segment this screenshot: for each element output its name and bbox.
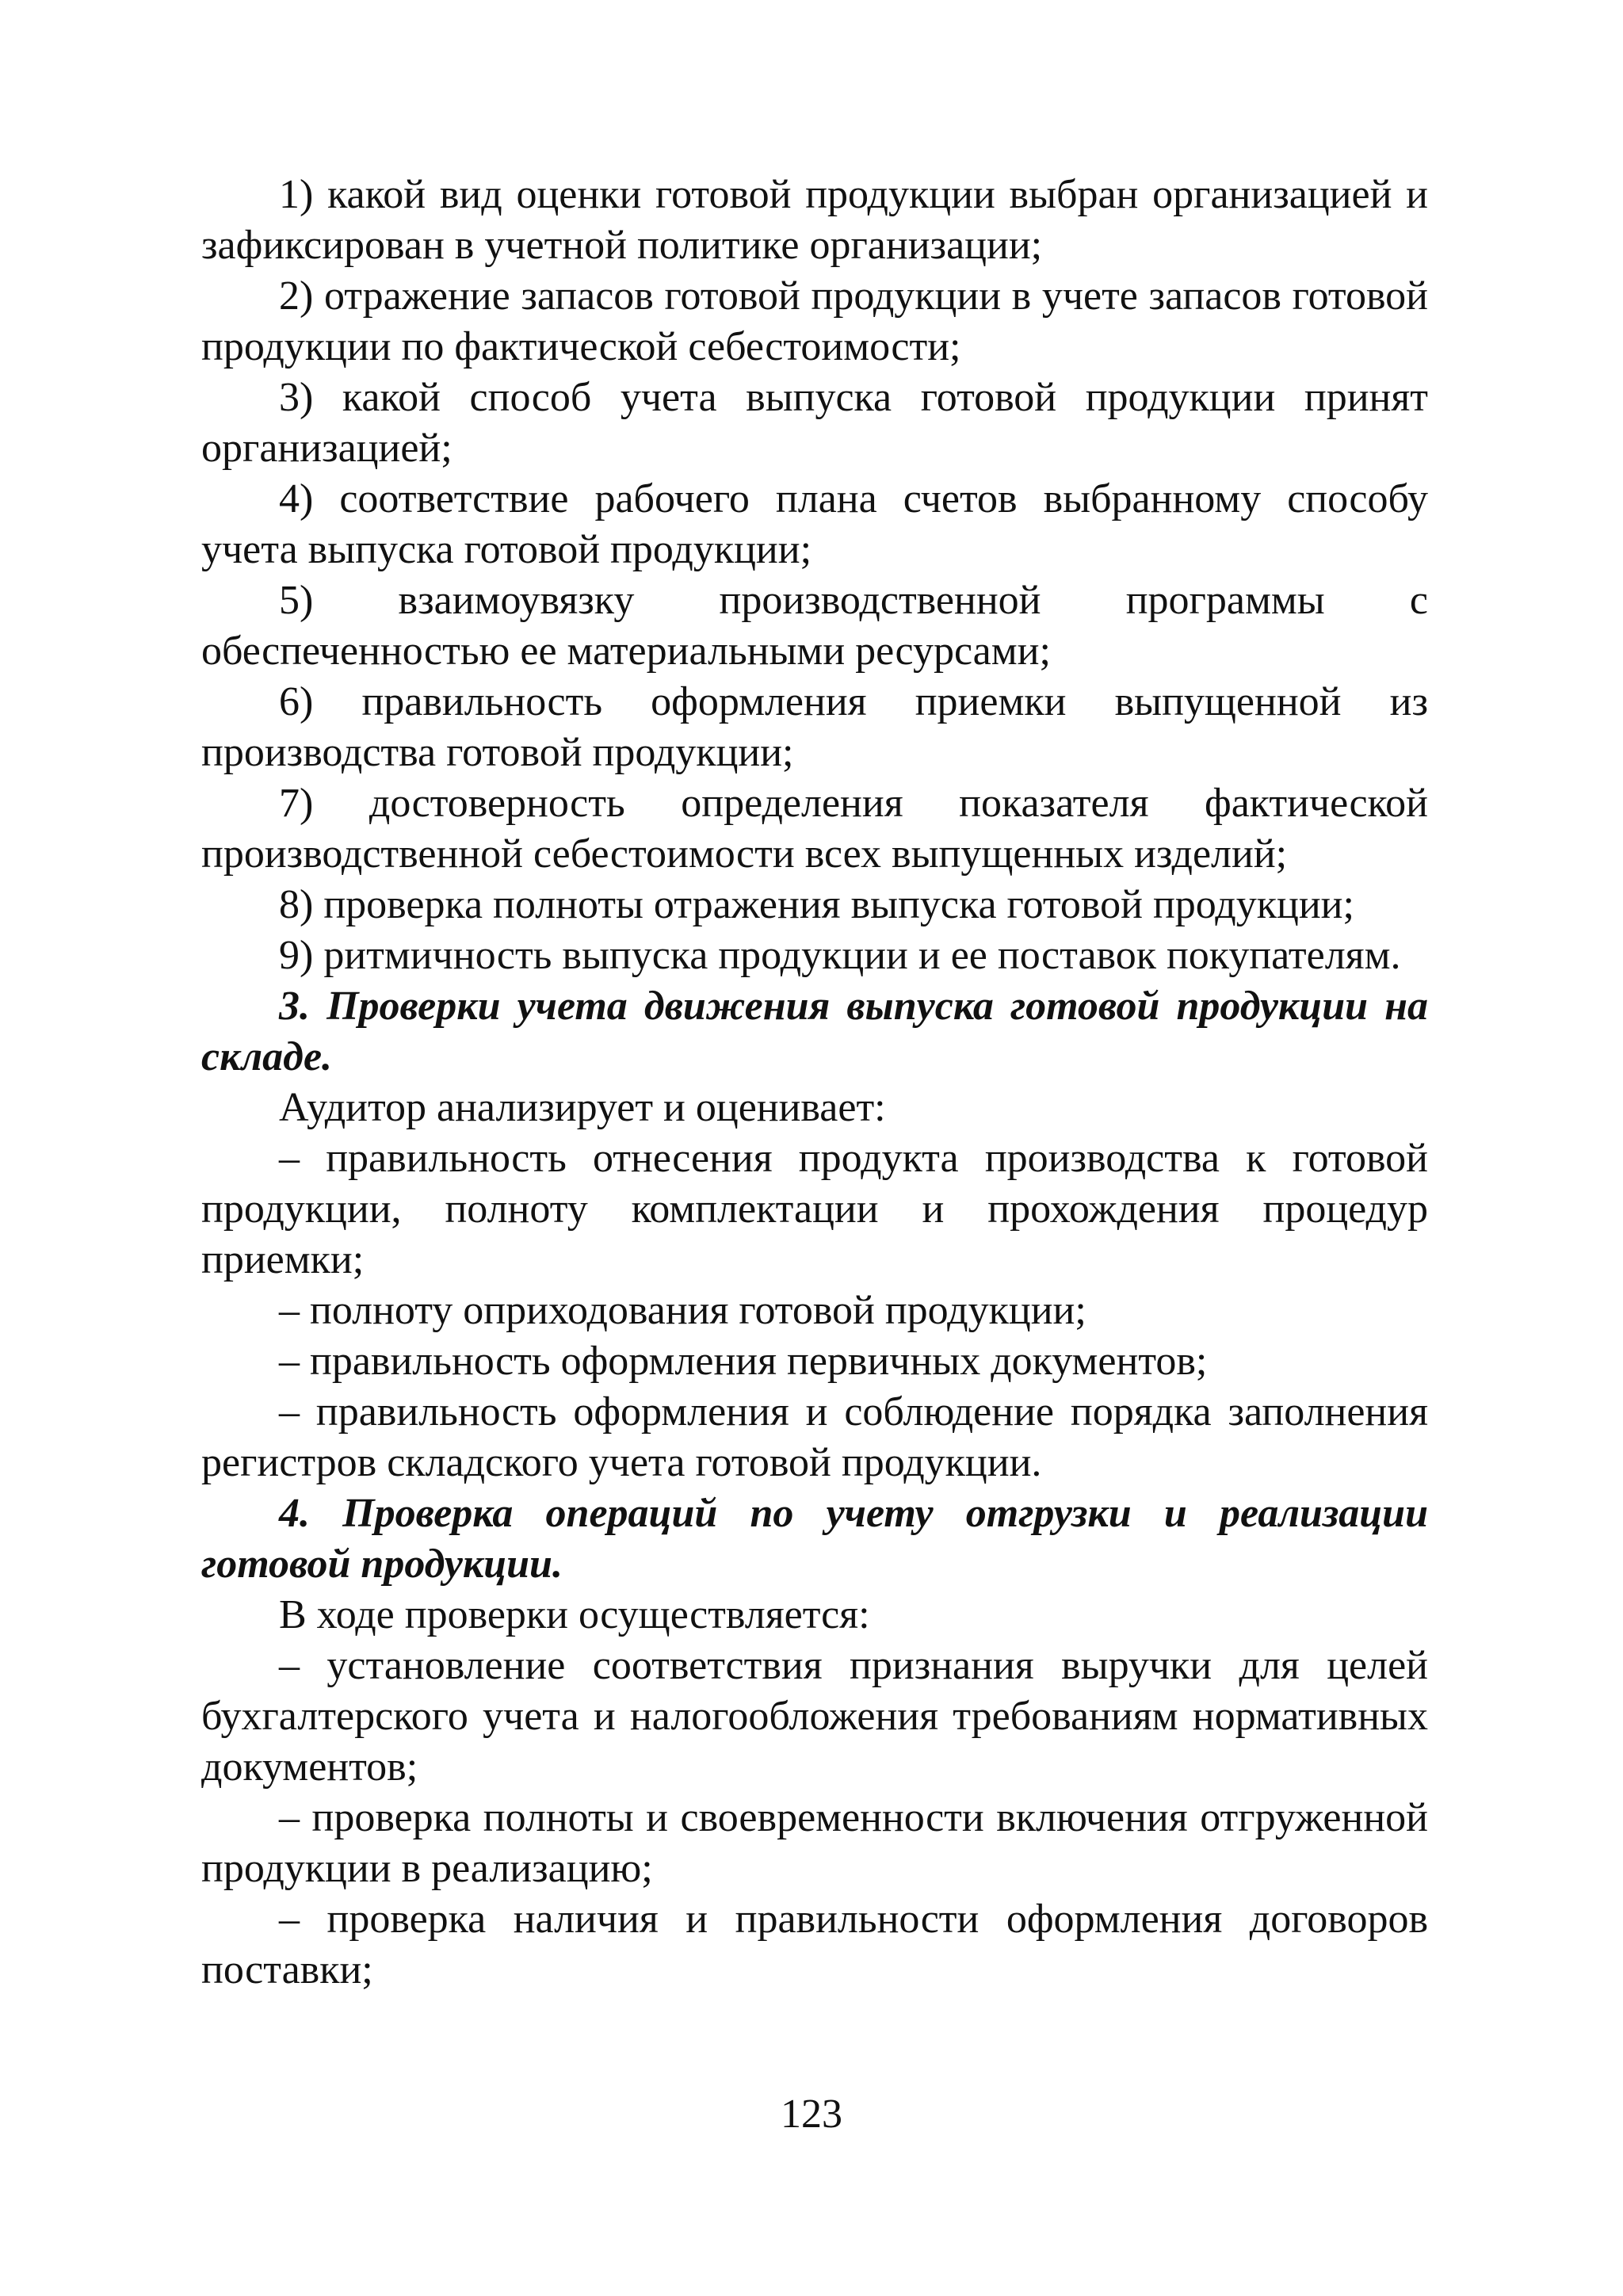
list-item-8: 8) проверка полноты отражения выпуска готовой продукции; xyxy=(279,882,1354,927)
page-body xyxy=(201,170,1428,1996)
dash-item: – проверка полноты и своевременности включения отгруженной продукции в реализацию; xyxy=(201,1795,1428,1891)
section-heading-3: 3. Проверки учета движения выпуска готовой продукции на складе. xyxy=(201,984,1428,1079)
list-item-4: 4) соответствие рабочего плана счетов выбранному способу учета выпуска готовой продукции; xyxy=(201,476,1428,572)
list-item-9: 9) ритмичность выпуска продукции и ее поставок покупателям. xyxy=(279,933,1401,978)
dash-item: – правильность оформления первичных документов; xyxy=(279,1339,1208,1384)
dash-item: – проверка наличия и правильности оформления договоров поставки; xyxy=(201,1897,1428,1992)
list-item-3: 3) какой способ учета выпуска готовой продукции принят организацией; xyxy=(201,375,1428,471)
list-item-7: 7) достоверность определения показателя фактической производственной себестоимости всех выпущенных изделий; xyxy=(201,781,1428,877)
section-heading-4: 4. Проверка операций по учету отгрузки и реализации готовой продукции. xyxy=(201,1491,1428,1587)
dash-item: – полноту оприходования готовой продукции; xyxy=(279,1288,1086,1333)
list-item-1: 1) какой вид оценки готовой продукции выбран организацией и зафиксирован в учетной политике организации; xyxy=(201,172,1428,268)
body-paragraph: В ходе проверки осуществляется: xyxy=(279,1592,870,1637)
list-item-6: 6) правильность оформления приемки выпущенной из производства готовой продукции; xyxy=(201,679,1428,775)
list-item-5: 5) взаимоувязку производственной программы с обеспеченностью ее материальными ресурсами; xyxy=(201,578,1428,674)
dash-item: – правильность отнесения продукта производства к готовой продукции, полноту комплектации и прохождения процедур приемки; xyxy=(201,1136,1428,1282)
dash-item: – правильность оформления и соблюдение порядка заполнения регистров складского учета готовой продукции. xyxy=(201,1389,1428,1485)
body-paragraph: Аудитор анализирует и оценивает: xyxy=(279,1085,886,1130)
dash-item: – установление соответствия признания выручки для целей бухгалтерского учета и налогообложения требованиям нормативных документов; xyxy=(201,1643,1428,1790)
page-number: 123 xyxy=(781,2092,842,2137)
list-item-2: 2) отражение запасов готовой продукции в учете запасов готовой продукции по фактической себестоимости; xyxy=(201,273,1428,369)
